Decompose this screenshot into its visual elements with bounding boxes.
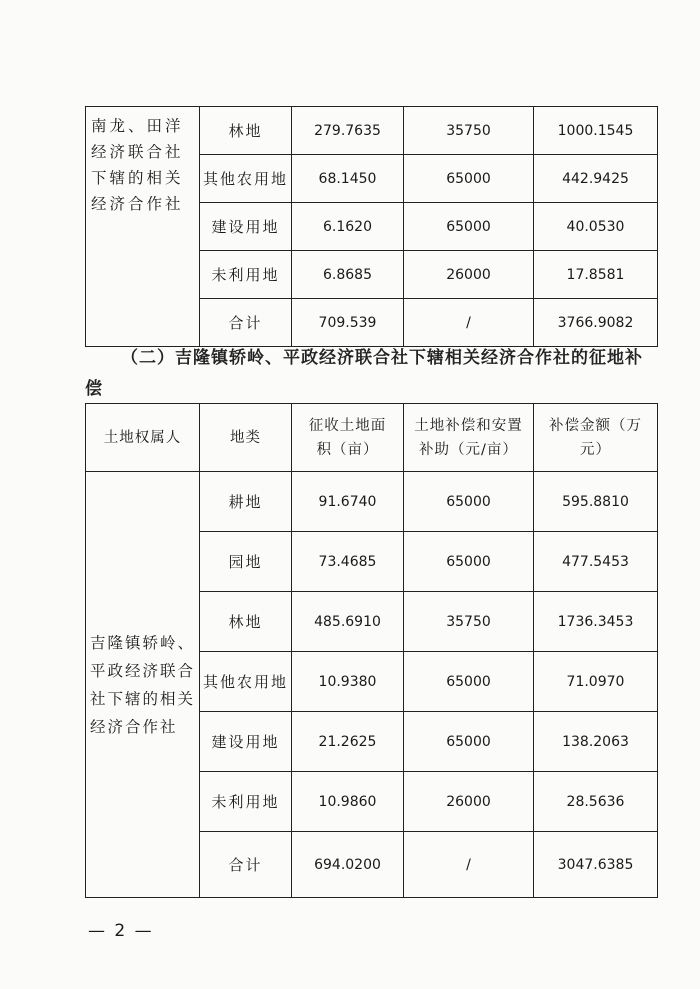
table2-amount: 28.5636	[534, 772, 658, 832]
table2-kind: 未利用地	[200, 772, 292, 832]
table1-amount: 17.8581	[534, 251, 658, 299]
table1-amount: 1000.1545	[534, 107, 658, 155]
header-owner: 土地权属人	[86, 404, 200, 472]
table1-rate: 65000	[404, 155, 534, 203]
table1-area: 6.8685	[292, 251, 404, 299]
table2-amount: 595.8810	[534, 472, 658, 532]
table2-rate: 65000	[404, 712, 534, 772]
table2-owner-cell: 吉隆镇轿岭、平政经济联合社下辖的相关经济合作社	[86, 472, 200, 898]
header-kind: 地类	[200, 404, 292, 472]
table2-rate: 35750	[404, 592, 534, 652]
table1-kind: 建设用地	[200, 203, 292, 251]
table2-amount: 3047.6385	[534, 832, 658, 898]
table2-kind: 其他农用地	[200, 652, 292, 712]
table1-amount: 3766.9082	[534, 299, 658, 347]
table2-area: 694.0200	[292, 832, 404, 898]
header-area: 征收土地面积（亩）	[292, 404, 404, 472]
table1-area: 279.7635	[292, 107, 404, 155]
table2-kind: 耕地	[200, 472, 292, 532]
table2-area: 10.9860	[292, 772, 404, 832]
page-number: — 2 —	[88, 921, 154, 941]
table1-area: 709.539	[292, 299, 404, 347]
table1-rate: 65000	[404, 203, 534, 251]
table1-kind: 林地	[200, 107, 292, 155]
table2-area: 21.2625	[292, 712, 404, 772]
compensation-table-1	[85, 106, 658, 347]
table2-amount: 138.2063	[534, 712, 658, 772]
table2-rate: 65000	[404, 532, 534, 592]
table2-rate: /	[404, 832, 534, 898]
table1-owner-cell: 南龙、田洋经济联合社下辖的相关经济合作社	[86, 107, 200, 347]
header-amount: 补偿金额（万元）	[534, 404, 658, 472]
table2-amount: 71.0970	[534, 652, 658, 712]
table1-area: 68.1450	[292, 155, 404, 203]
table2-area: 73.4685	[292, 532, 404, 592]
table1-rate: /	[404, 299, 534, 347]
table2-area: 485.6910	[292, 592, 404, 652]
table2-amount: 477.5453	[534, 532, 658, 592]
table2-rate: 65000	[404, 472, 534, 532]
table2-kind: 建设用地	[200, 712, 292, 772]
table2-kind: 园地	[200, 532, 292, 592]
section-heading: （二）吉隆镇轿岭、平政经济联合社下辖相关经济合作社的征地补偿	[85, 348, 643, 399]
table1-amount: 442.9425	[534, 155, 658, 203]
table1-rate: 35750	[404, 107, 534, 155]
table1-amount: 40.0530	[534, 203, 658, 251]
table1-kind: 合计	[200, 299, 292, 347]
table1-kind: 其他农用地	[200, 155, 292, 203]
table2-amount: 1736.3453	[534, 592, 658, 652]
table1-rate: 26000	[404, 251, 534, 299]
table1-kind: 未利用地	[200, 251, 292, 299]
table2-rate: 65000	[404, 652, 534, 712]
table2-area: 10.9380	[292, 652, 404, 712]
table1-area: 6.1620	[292, 203, 404, 251]
header-rate: 土地补偿和安置补助（元/亩）	[404, 404, 534, 472]
table2-kind: 合计	[200, 832, 292, 898]
table2-area: 91.6740	[292, 472, 404, 532]
table2-rate: 26000	[404, 772, 534, 832]
table2-kind: 林地	[200, 592, 292, 652]
compensation-table-2	[85, 403, 658, 898]
